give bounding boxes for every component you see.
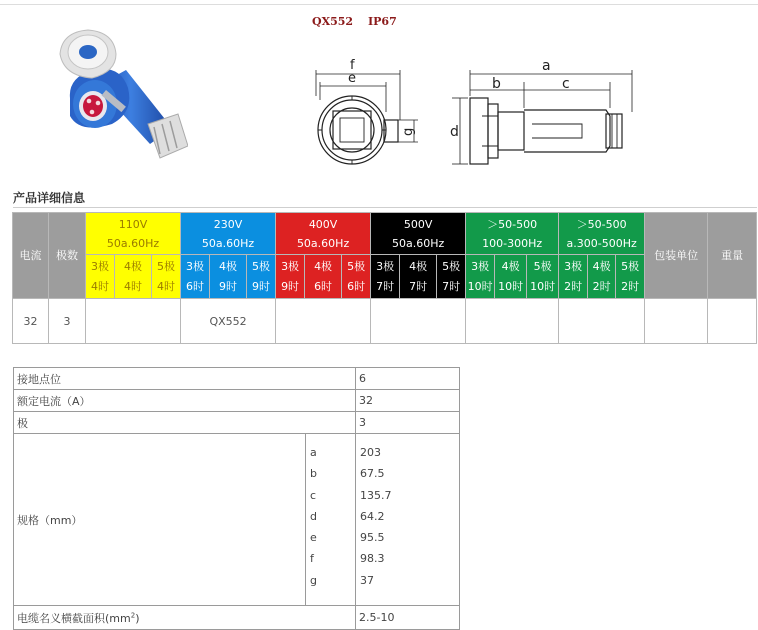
dim-label-f: f (350, 58, 355, 73)
option-hf2-3p: 3极 2时 (559, 255, 588, 299)
header-weight: 重量 (708, 213, 757, 299)
section-divider (13, 207, 757, 208)
option-110v-4p: 4极 4时 (115, 255, 152, 299)
dim-label-c: c (562, 76, 570, 92)
cable-section-label: 电缆名义横截面积$(mm^2)$ (14, 606, 356, 630)
dim-value-g: 37 (360, 573, 374, 587)
grounding-label: 接地点位 (14, 368, 356, 390)
row-cell-400v (276, 299, 371, 344)
dim-value-f: 98.3 (360, 552, 385, 566)
header-package-unit: 包装单位 (645, 213, 708, 299)
row-cell-hf2 (559, 299, 645, 344)
row-package-unit (645, 299, 708, 344)
dim-key-d: d (310, 509, 317, 523)
technical-drawing (300, 52, 640, 176)
option-230v-5p: 5极 9时 (247, 255, 276, 299)
dim-key-g: g (310, 573, 317, 587)
dim-value-b: 67.5 (360, 467, 385, 481)
protection-rating: IP67 (368, 15, 397, 28)
option-500v-5p: 5极 7时 (437, 255, 466, 299)
option-hf2-5p: 5极 2时 (616, 255, 645, 299)
header-poles: 极数 (49, 213, 86, 299)
dimension-values (356, 434, 460, 606)
row-cell-hf1 (466, 299, 559, 344)
option-400v-5p: 5极 6时 (342, 255, 371, 299)
product-photo (52, 28, 188, 162)
poles-value: 3 (356, 412, 460, 434)
row-model: QX552 (181, 299, 276, 344)
model-code: QX552 (312, 15, 354, 28)
dimension-keys (306, 434, 356, 606)
table-row (14, 368, 460, 390)
option-hf2-4p: 4极 2时 (588, 255, 616, 299)
dim-label-b: b (492, 76, 501, 92)
parameter-table (13, 367, 460, 630)
option-500v-3p: 3极 7时 (371, 255, 400, 299)
voltage-group-230v: 230V 50a.60Hz (181, 213, 276, 255)
voltage-group-hf-100-300: ＞50-500 100-300Hz (466, 213, 559, 255)
spec-table (12, 212, 757, 344)
row-current: 32 (13, 299, 49, 344)
section-title: 产品详细信息 (13, 191, 86, 205)
size-label: 规格（mm） (14, 434, 306, 606)
dim-value-e: 95.5 (360, 531, 385, 545)
voltage-group-hf-300-500: ＞50-500 a.300-500Hz (559, 213, 645, 255)
dim-value-c: 135.7 (360, 488, 392, 502)
dim-label-a: a (542, 58, 551, 74)
option-400v-4p: 4极 6时 (305, 255, 342, 299)
row-cell-110v (86, 299, 181, 344)
option-hf1-4p: 4极 10时 (495, 255, 527, 299)
dim-key-f: f (310, 552, 314, 566)
dim-label-g: g (401, 127, 416, 136)
option-500v-4p: 4极 7时 (400, 255, 437, 299)
option-230v-4p: 4极 9时 (210, 255, 247, 299)
table-row (13, 299, 757, 344)
grounding-value: 6 (356, 368, 460, 390)
row-cell-500v (371, 299, 466, 344)
dim-value-d: 64.2 (360, 509, 385, 523)
option-hf1-3p: 3极 10时 (466, 255, 495, 299)
option-hf1-5p: 5极 10时 (527, 255, 559, 299)
header-current: 电流 (13, 213, 49, 299)
dim-value-a: 203 (360, 446, 381, 459)
table-row (14, 606, 460, 630)
rated-current-label: 额定电流（A） (14, 390, 356, 412)
row-poles: 3 (49, 299, 86, 344)
voltage-group-500v: 500V 50a.60Hz (371, 213, 466, 255)
dim-label-e: e (348, 71, 356, 86)
option-110v-3p: 3极 4时 (86, 255, 115, 299)
top-divider (0, 4, 758, 5)
option-400v-3p: 3极 9时 (276, 255, 305, 299)
option-110v-5p: 5极 4时 (152, 255, 181, 299)
dim-key-b: b (310, 467, 317, 481)
option-230v-3p: 3极 6时 (181, 255, 210, 299)
dim-key-e: e (310, 531, 317, 545)
poles-label: 极 (14, 412, 356, 434)
table-row (14, 412, 460, 434)
rated-current-value: 32 (356, 390, 460, 412)
cable-section-value: 2.5-10 (356, 606, 460, 630)
table-row (14, 434, 460, 606)
voltage-group-110v: 110V 50a.60Hz (86, 213, 181, 255)
voltage-group-400v: 400V 50a.60Hz (276, 213, 371, 255)
dim-key-a: a (310, 446, 317, 459)
side-view (470, 98, 622, 164)
table-row (14, 390, 460, 412)
dim-key-c: c (310, 488, 317, 502)
dim-label-d: d (450, 124, 459, 140)
row-weight (708, 299, 757, 344)
